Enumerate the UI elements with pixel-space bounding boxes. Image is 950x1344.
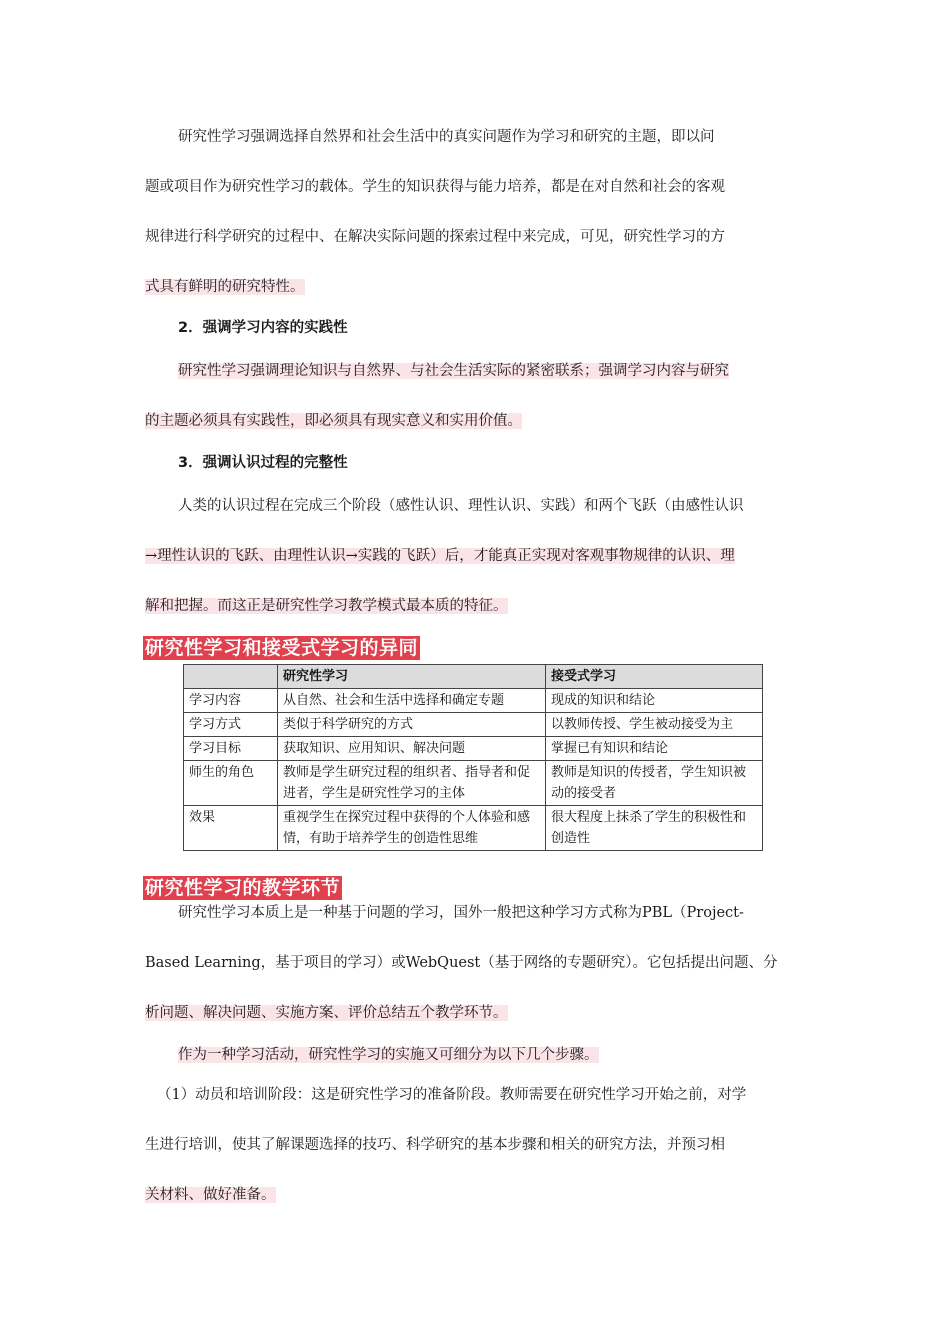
paragraph-practice <box>145 358 807 458</box>
table-header-row <box>184 665 763 689</box>
table-cell: 从自然、社会和生活中选择和确定专题 <box>278 689 546 713</box>
table-cell: 现成的知识和结论 <box>546 689 763 713</box>
table-cell: 教师是知识的传授者，学生知识被动的接受者 <box>546 761 763 806</box>
table-cell: 学习方式 <box>184 713 278 737</box>
text-line: 题或项目作为研究性学习的载体。学生的知识获得与能力培养，都是在对自然和社会的客观 <box>145 179 725 195</box>
table-row <box>184 761 763 806</box>
table-cell: 重视学生在探究过程中获得的个人体验和感情，有助于培养学生的创造性思维 <box>278 806 546 851</box>
text-line: 式具有鲜明的研究特性。 <box>145 279 305 295</box>
table-cell: 获取知识、应用知识、解决问题 <box>278 737 546 761</box>
table-header-cell <box>184 665 278 689</box>
comparison-table <box>183 664 763 851</box>
paragraph-research-topic <box>145 124 807 324</box>
text-line: 的主题必须具有实践性，即必须具有现实意义和实用价值。 <box>145 413 522 429</box>
subheading-practice: 2．强调学习内容的实践性 <box>178 320 348 336</box>
text-line: 研究性学习本质上是一种基于问题的学习，国外一般把这种学习方式称为PBL（Project- <box>178 905 744 921</box>
table-cell: 类似于科学研究的方式 <box>278 713 546 737</box>
table-cell: 学习内容 <box>184 689 278 713</box>
text-line: 生进行培训，使其了解课题选择的技巧、科学研究的基本步骤和相关的研究方法，并预习相 <box>145 1137 725 1153</box>
section-title-comparison: 研究性学习和接受式学习的异同 <box>145 637 419 659</box>
text-line: 作为一种学习活动，研究性学习的实施又可细分为以下几个步骤。 <box>178 1047 599 1063</box>
text-line: 研究性学习强调理论知识与自然界、与社会生活实际的紧密联系；强调学习内容与研究 <box>178 363 729 379</box>
text-line: （1）动员和培训阶段：这是研究性学习的准备阶段。教师需要在研究性学习开始之前，对学 <box>157 1087 747 1103</box>
text-line: 析问题、解决问题、实施方案、评价总结五个教学环节。 <box>145 1005 508 1021</box>
table-cell: 以教师传授、学生被动接受为主 <box>546 713 763 737</box>
table-cell: 教师是学生研究过程的组织者、指导者和促进者，学生是研究性学习的主体 <box>278 761 546 806</box>
table-header-cell: 研究性学习 <box>278 665 546 689</box>
table-row <box>184 806 763 851</box>
paragraph-completeness <box>145 493 807 643</box>
table-cell: 掌握已有知识和结论 <box>546 737 763 761</box>
text-line: 人类的认识过程在完成三个阶段（感性认识、理性认识、实践）和两个飞跃（由感性认识 <box>178 498 744 514</box>
table-cell: 很大程度上抹杀了学生的积极性和创造性 <box>546 806 763 851</box>
text-line: 解和把握。而这正是研究性学习教学模式最本质的特征。 <box>145 598 508 614</box>
table-row <box>184 713 763 737</box>
section-title-teaching-steps: 研究性学习的教学环节 <box>145 877 341 899</box>
table-cell: 学习目标 <box>184 737 278 761</box>
text-line: 关材料、做好准备。 <box>145 1187 276 1203</box>
text-line: 规律进行科学研究的过程中、在解决实际问题的探索过程中来完成，可见，研究性学习的方 <box>145 229 725 245</box>
table-header-cell: 接受式学习 <box>546 665 763 689</box>
table-cell: 效果 <box>184 806 278 851</box>
table-cell: 师生的角色 <box>184 761 278 806</box>
paragraph-step-1 <box>145 1082 807 1232</box>
subheading-completeness: 3．强调认识过程的完整性 <box>178 455 348 471</box>
text-line: →理性认识的飞跃、由理性认识→实践的飞跃）后，才能真正实现对客观事物规律的认识、理 <box>145 548 735 564</box>
paragraph-pbl <box>145 900 807 1050</box>
text-line: 研究性学习强调选择自然界和社会生活中的真实问题作为学习和研究的主题，即以问 <box>178 129 715 145</box>
table-row <box>184 689 763 713</box>
text-line: Based Learning，基于项目的学习）或WebQuest（基于网络的专题研究）。它包括提出问题、分 <box>145 955 778 971</box>
table-row <box>184 737 763 761</box>
